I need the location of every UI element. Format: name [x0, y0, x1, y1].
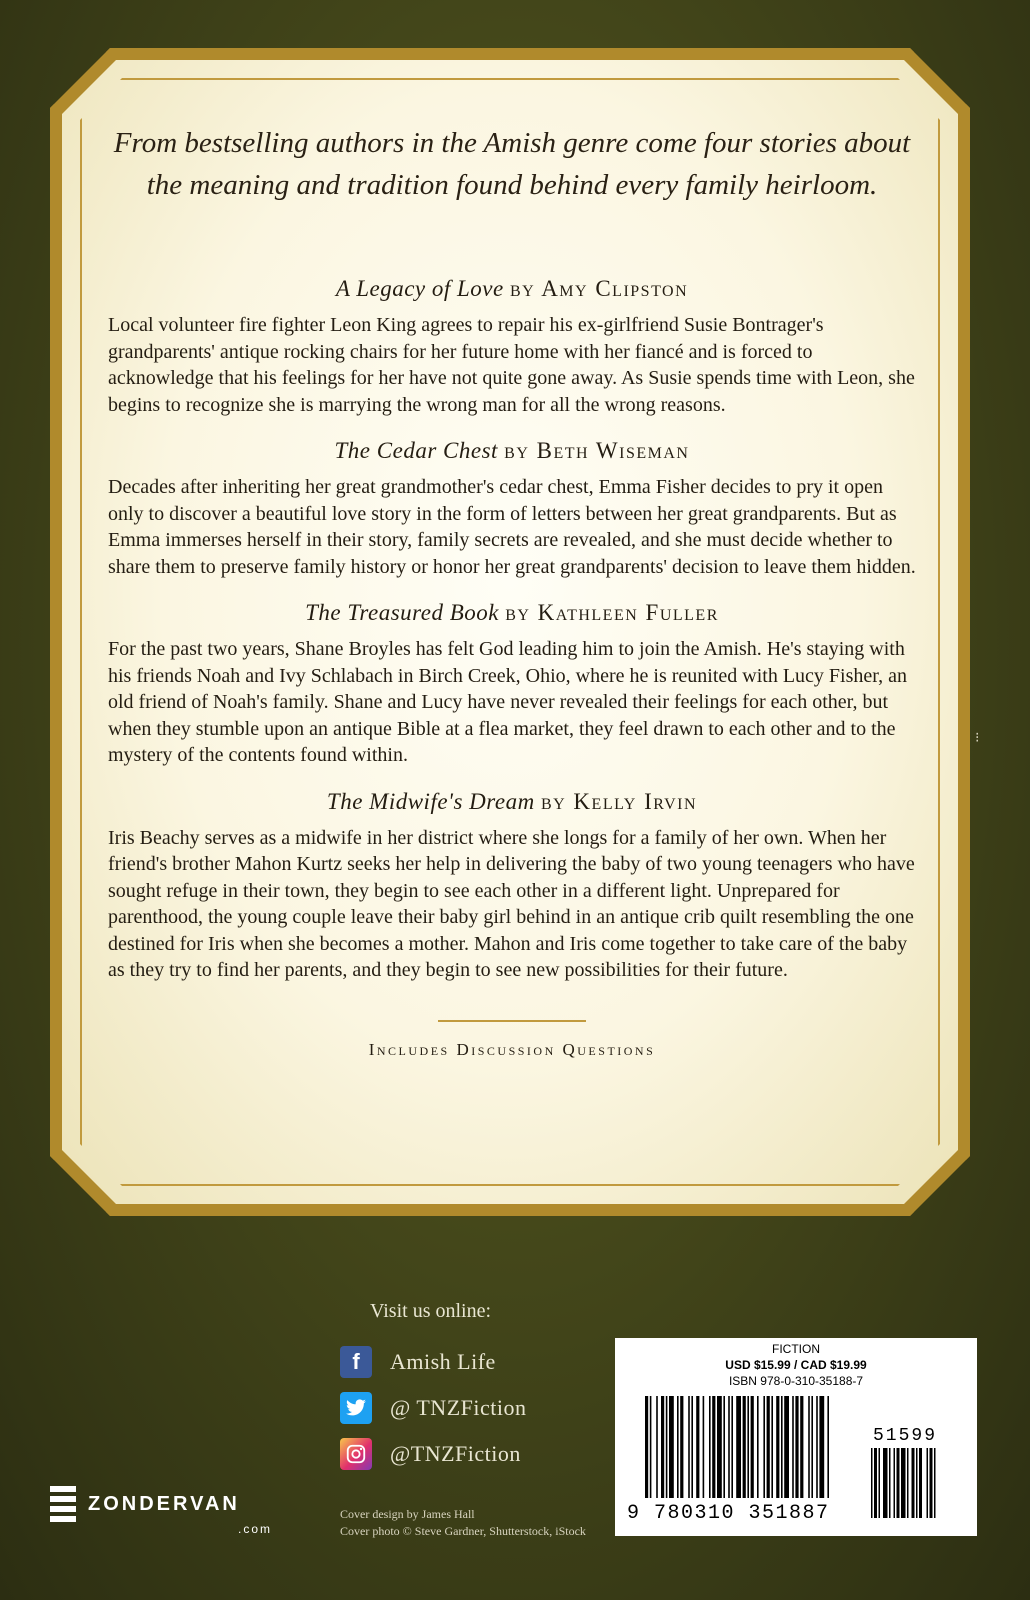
story-heading-4 [108, 789, 916, 815]
barcode-number: 9 780310 351887 [627, 1502, 830, 1525]
story-heading-2 [108, 438, 916, 464]
social-label: @ TNZFiction [390, 1395, 527, 1420]
story-title: The Midwife's Dream [326, 788, 535, 814]
cover-photo-credit: Cover photo © Steve Gardner, Shutterstock, iStock [340, 1524, 586, 1538]
story-description-3: For the past two years, Shane Broyles has felt God leading him to join the Amish. He's staying with his friends Noah and Ivy Schlabach in Birch Creek, Ohio, where he is reunited with Lucy Fisher, an old friend of Noah's family. Shane and Lucy have never revealed their feelings for each other, but when they stumble upon an antique Bible at a flea market, they feel drawn to each other and to the mystery of the contents found within. [108, 638, 907, 766]
story-author: by Amy Clipston [509, 276, 689, 301]
social-label: Amish Life [390, 1349, 496, 1374]
story-title: A Legacy of Love [335, 276, 504, 301]
story-description-4: Iris Beachy serves as a midwife in her district where she longs for a family of her own. When her friend's brother Mahon Kurtz seeks her help in delivering the baby of two young teenagers who have sought refuge in their town, they begin to see each other in a different light. Unprepared for parenthood, the young couple leave their baby girl behind in an antique crib quilt resembling the one destined for Iris when she becomes a mother. Mahon and Iris come together to take care of the baby as they try to find her parents, and they begin to see new possibilities for their future. [108, 826, 915, 981]
divider-line [438, 1020, 586, 1022]
back-cover-content [108, 122, 916, 1060]
cover-design-credit: Cover design by James Hall [340, 1507, 475, 1521]
tagline [108, 122, 916, 206]
story-title: The Cedar Chest [334, 438, 498, 463]
barcode-label [615, 1338, 977, 1536]
story-description-1: Local volunteer fire fighter Leon King agrees to repair his ex-girlfriend Susie Bontrager's grandparents' antique rocking chairs for her future home with her fiancé and is forced to acknowledge that his feelings for her have not quite gone away. As Susie spends time with Leon, she begins to recognize she is marrying the wrong man for all the wrong reasons. [108, 314, 915, 416]
visit-online-heading: Visit us online: [370, 1300, 492, 1322]
cover-credits [340, 1506, 586, 1540]
zondervan-logo [50, 1486, 240, 1522]
story-author: by Beth Wiseman [504, 438, 690, 463]
barcode-isbn: ISBN 978-0-310-35188-7 [728, 1374, 864, 1388]
story-description-2: Decades after inheriting her great grandmother's cedar chest, Emma Fisher decides to pry it open only to discover a beautiful love story in the form of letters between her great grandparents. But as Emma immerses herself in their story, family secrets are revealed, and she must decide whether to share them to preserve family history or honor her great grandparents' decision to leave them hidden. [108, 476, 916, 578]
story-heading-1 [108, 276, 916, 302]
tagline-line-1: From bestselling authors in the Amish genre come four stories about [113, 127, 911, 159]
publisher-suffix: .com [238, 1522, 273, 1536]
story-author: by Kelly Irvin [540, 788, 698, 814]
edge-mark: ⁝ [975, 731, 980, 746]
tagline-line-2: the meaning and tradition found behind every family heirloom. [146, 169, 878, 201]
story-author: by Kathleen Fuller [505, 600, 719, 625]
publisher-name: ZONDERVAN [88, 1492, 240, 1515]
social-link-instagram[interactable] [340, 1438, 521, 1470]
instagram-icon [340, 1438, 372, 1470]
barcode-category: FICTION [772, 1342, 820, 1356]
story-title: The Treasured Book [305, 600, 499, 625]
facebook-icon: f [340, 1346, 372, 1378]
story-heading-3 [108, 600, 916, 626]
social-link-twitter[interactable] [340, 1392, 526, 1424]
barcode-price-code: 51599 [873, 1426, 938, 1446]
includes-note: Includes Discussion Questions [368, 1039, 656, 1059]
social-label: @TNZFiction [390, 1441, 521, 1466]
social-link-facebook[interactable] [340, 1346, 496, 1378]
twitter-icon [340, 1392, 372, 1424]
zondervan-logo-icon [50, 1486, 76, 1522]
barcode-price: USD $15.99 / CAD $19.99 [725, 1358, 867, 1372]
